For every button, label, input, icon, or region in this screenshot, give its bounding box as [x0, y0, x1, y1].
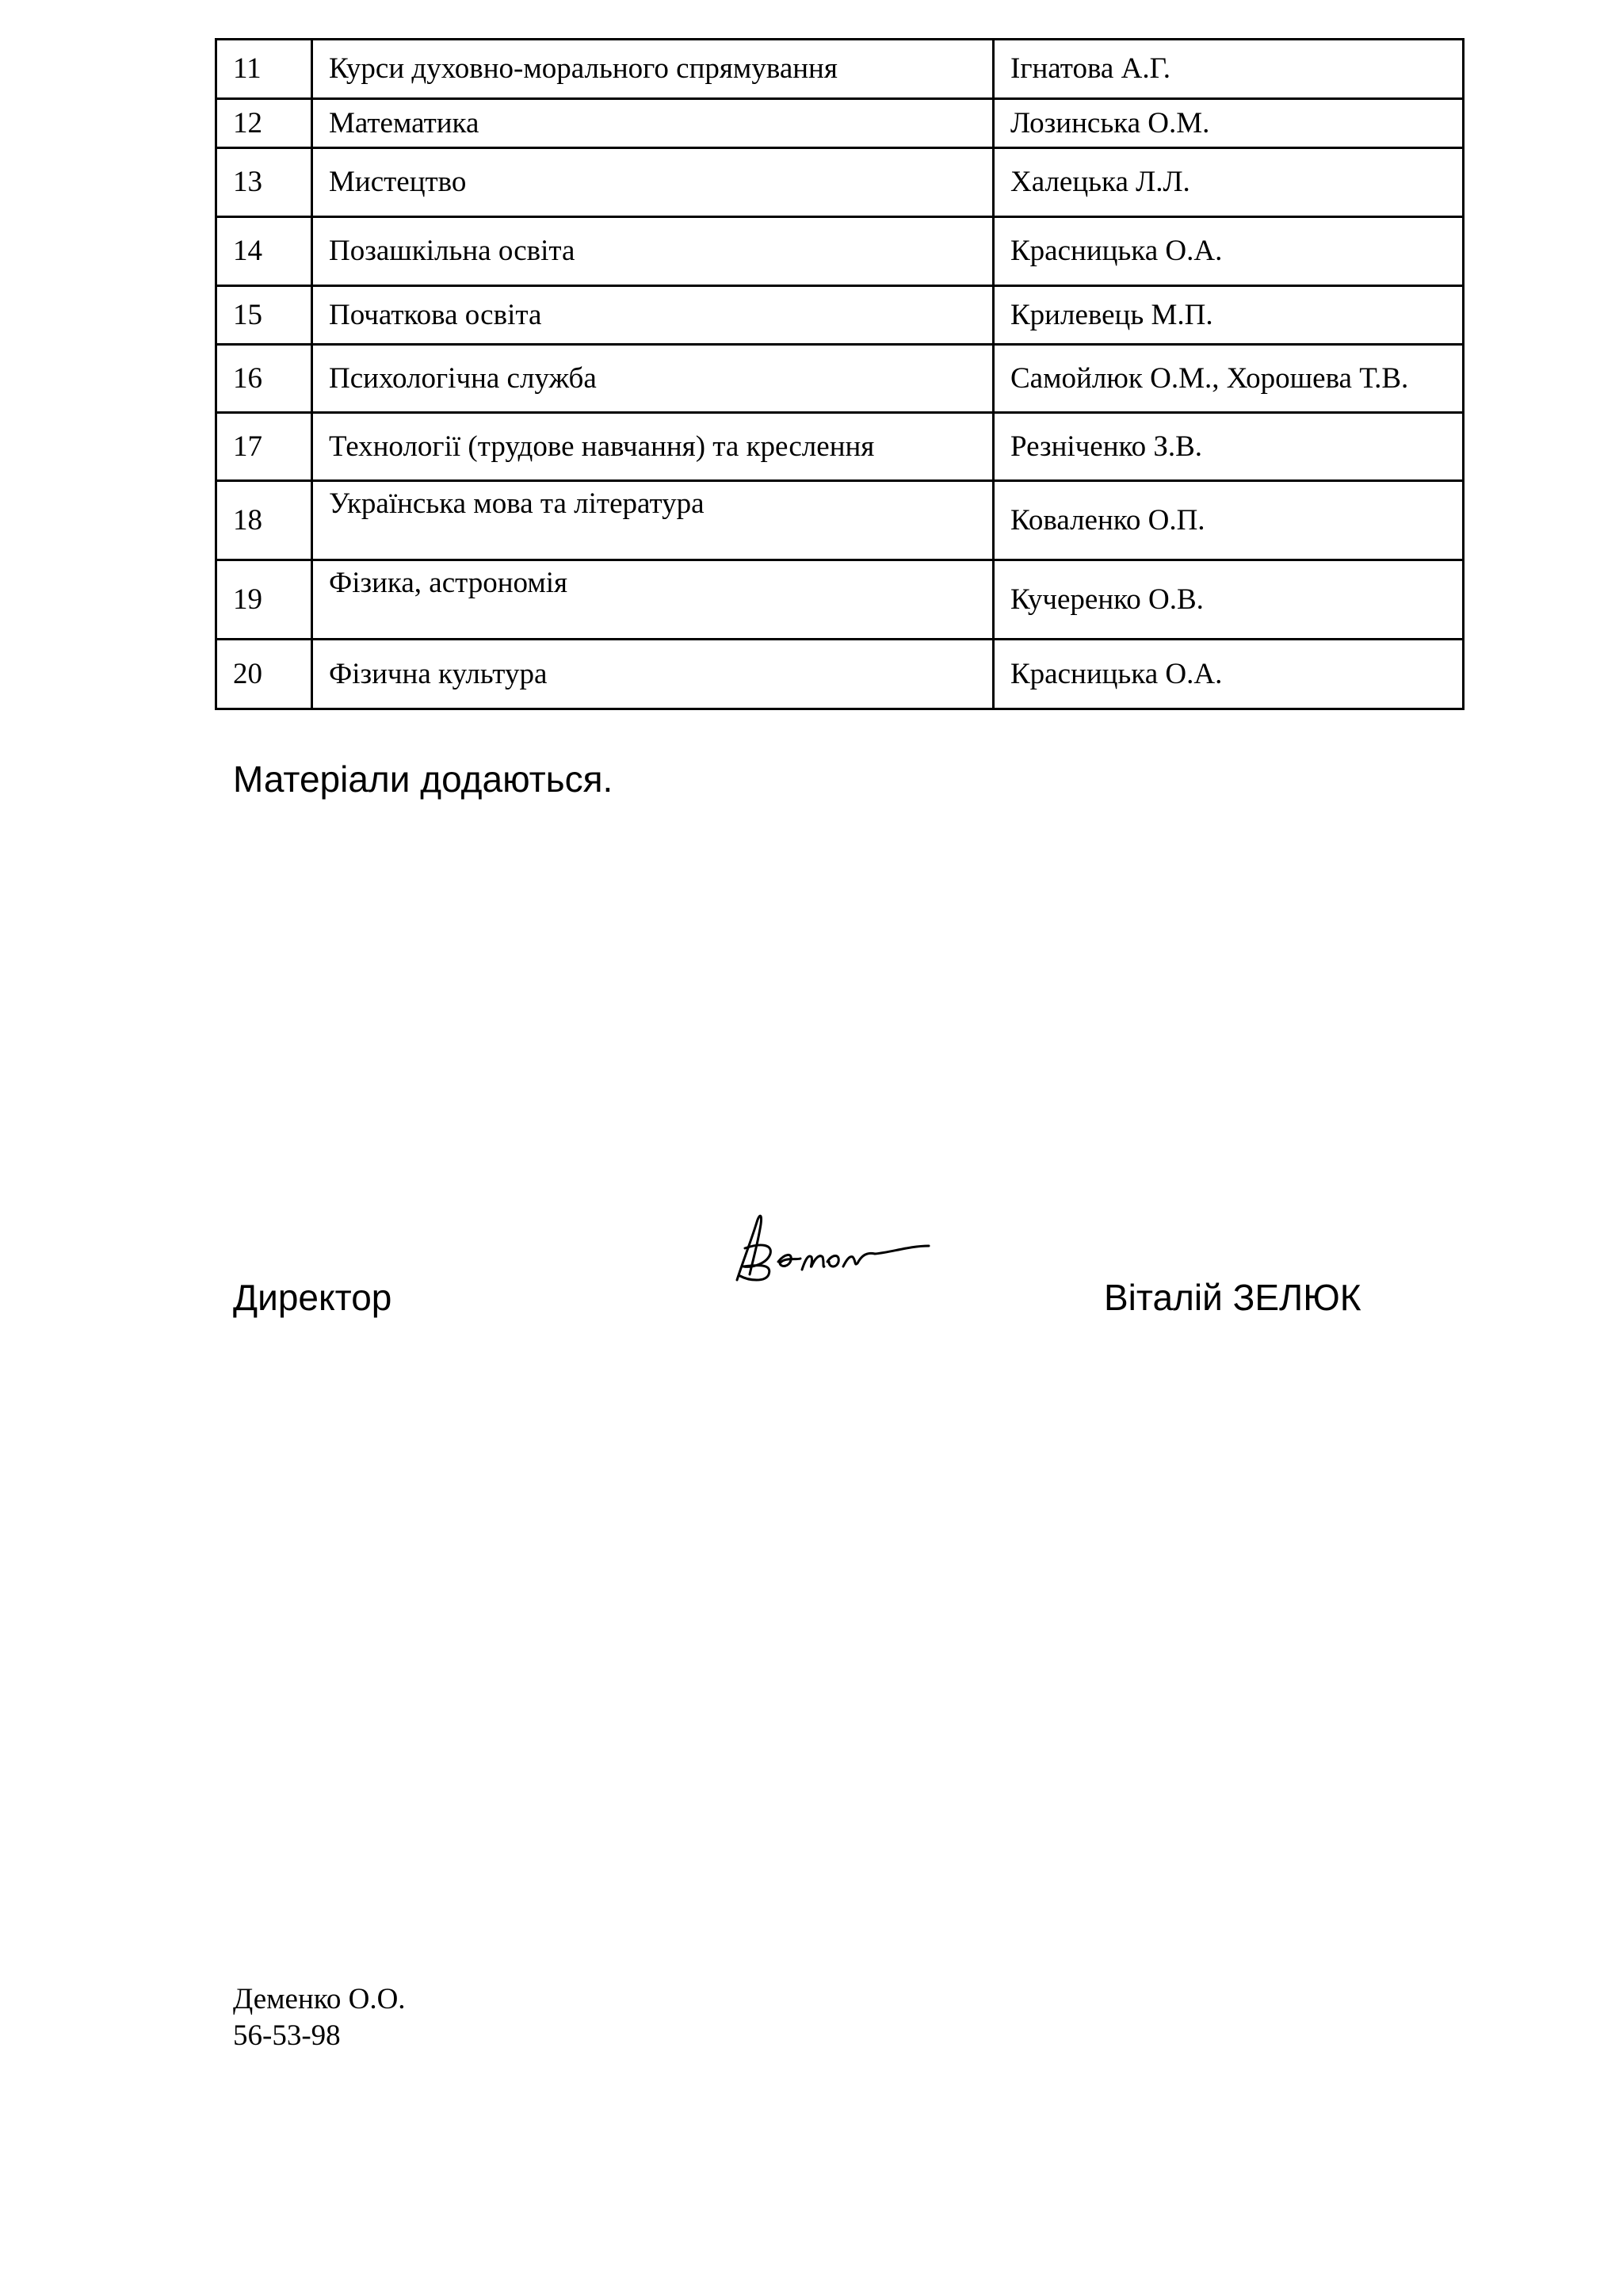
table-row [216, 286, 1464, 345]
subject-cell: Курси духовно-морального спрямування [312, 40, 994, 99]
subject-cell: Математика [312, 99, 994, 148]
table-row [216, 99, 1464, 148]
subject-cell: Початкова освіта [312, 286, 994, 345]
table-row [216, 148, 1464, 217]
subject-cell: Позашкільна освіта [312, 217, 994, 286]
responsible-cell: Красницька О.А. [994, 217, 1464, 286]
responsible-cell: Красницька О.А. [994, 640, 1464, 709]
contact-phone: 56-53-98 [233, 2019, 341, 2052]
subject-cell: Фізична культура [312, 640, 994, 709]
row-number: 12 [216, 99, 312, 148]
row-number: 14 [216, 217, 312, 286]
table-row [216, 481, 1464, 560]
responsible-cell: Крилевець М.П. [994, 286, 1464, 345]
signatory-role: Директор [233, 1277, 392, 1318]
subject-cell: Технології (трудове навчання) та креслення [312, 413, 994, 481]
handwritten-signature [729, 1205, 935, 1292]
subject-cell: Психологічна служба [312, 345, 994, 413]
responsible-cell: Самойлюк О.М., Хорошева Т.В. [994, 345, 1464, 413]
table-row [216, 40, 1464, 99]
responsible-cell: Лозинська О.М. [994, 99, 1464, 148]
row-number: 15 [216, 286, 312, 345]
subject-cell: Мистецтво [312, 148, 994, 217]
table-row [216, 217, 1464, 286]
row-number: 17 [216, 413, 312, 481]
table-row [216, 345, 1464, 413]
responsible-cell: Ігнатова А.Г. [994, 40, 1464, 99]
responsible-cell: Резніченко З.В. [994, 413, 1464, 481]
table-row [216, 413, 1464, 481]
signatory-name: Віталій ЗЕЛЮК [1104, 1277, 1361, 1318]
table-row [216, 560, 1464, 640]
responsible-cell: Кучеренко О.В. [994, 560, 1464, 640]
subject-cell: Фізика, астрономія [312, 560, 994, 640]
row-number: 20 [216, 640, 312, 709]
row-number: 11 [216, 40, 312, 99]
row-number: 18 [216, 481, 312, 560]
contact-name: Деменко О.О. [233, 1983, 406, 2015]
subject-cell: Українська мова та література [312, 481, 994, 560]
table-row [216, 640, 1464, 709]
row-number: 16 [216, 345, 312, 413]
row-number: 19 [216, 560, 312, 640]
responsibility-table [215, 38, 1465, 710]
contact-block [233, 1981, 406, 2054]
attachments-note: Матеріали додаються. [233, 758, 613, 800]
responsible-cell: Коваленко О.П. [994, 481, 1464, 560]
row-number: 13 [216, 148, 312, 217]
responsible-cell: Халецька Л.Л. [994, 148, 1464, 217]
